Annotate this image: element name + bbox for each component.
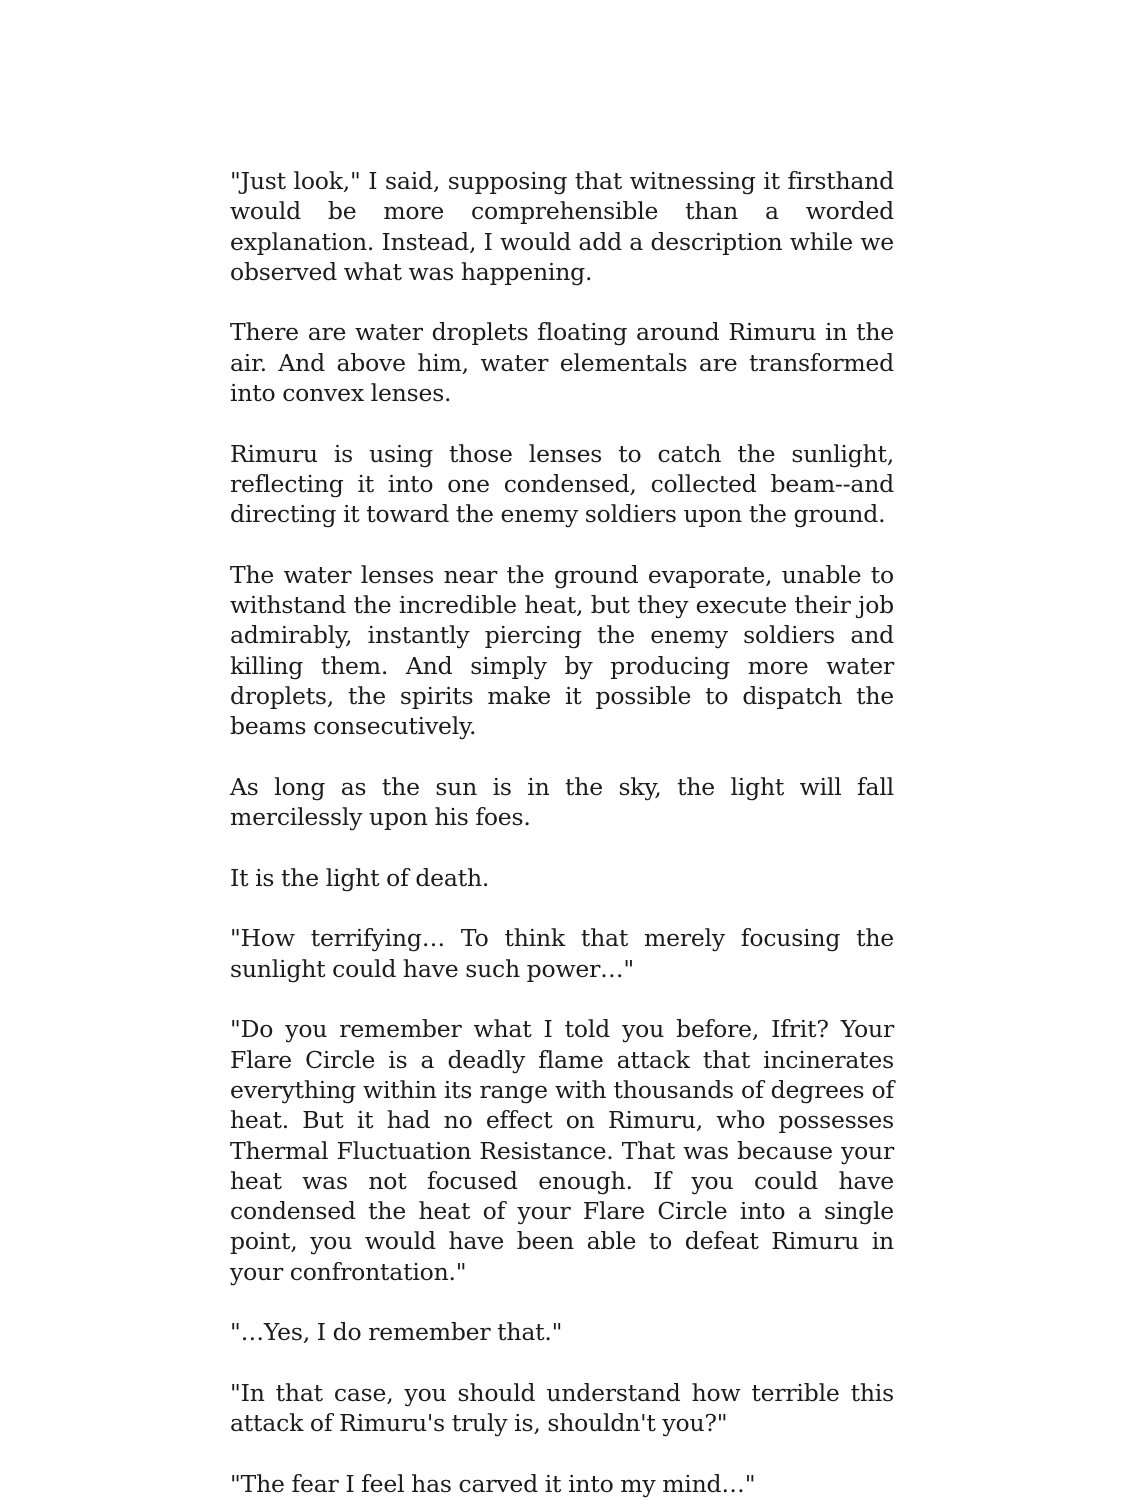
dialogue-paragraph: "How terrifying… To think that merely focusing the sunlight could have such power…" — [230, 924, 894, 983]
dialogue-paragraph: "Do you remember what I told you before, Ifrit? Your Flare Circle is a deadly flame attack that incinerates everything within its range with thousands of degrees of heat. But it had no effect on Rimuru, who possesses Thermal Fluctuation Resistance. That was because your heat was not focused enough. If you could have condensed the heat of your Flare Circle into a single point, you would have been able to defeat Rimuru in your confrontation." — [230, 1015, 894, 1286]
body-text — [230, 166, 894, 1499]
dialogue-paragraph: "…Yes, I do remember that." — [230, 1318, 563, 1347]
paragraph: Rimuru is using those lenses to catch the sunlight, reflecting it into one condensed, collected beam--and directing it toward the enemy soldiers upon the ground. — [230, 439, 894, 529]
paragraph: As long as the sun is in the sky, the light will fall mercilessly upon his foes. — [230, 772, 894, 832]
dialogue-paragraph: "In that case, you should understand how terrible this attack of Rimuru's truly is, shouldn't you?" — [230, 1378, 894, 1438]
paragraph: It is the light of death. — [230, 863, 490, 892]
paragraph: The water lenses near the ground evaporate, unable to withstand the incredible heat, but they execute their job admirably, instantly piercing the enemy soldiers and killing them. And simply by producing more water droplets, the spirits make it possible to dispatch the beams consecutively. — [230, 560, 894, 741]
paragraph: There are water droplets floating around Rimuru in the air. And above him, water elementals are transformed into convex lenses. — [230, 318, 894, 408]
dialogue-paragraph: "The fear I feel has carved it into my mind…" — [230, 1469, 756, 1498]
paragraph: "Just look," I said, supposing that witnessing it firsthand would be more comprehensible than a worded explanation. Instead, I would add a description while we observed what was happening. — [230, 167, 894, 286]
